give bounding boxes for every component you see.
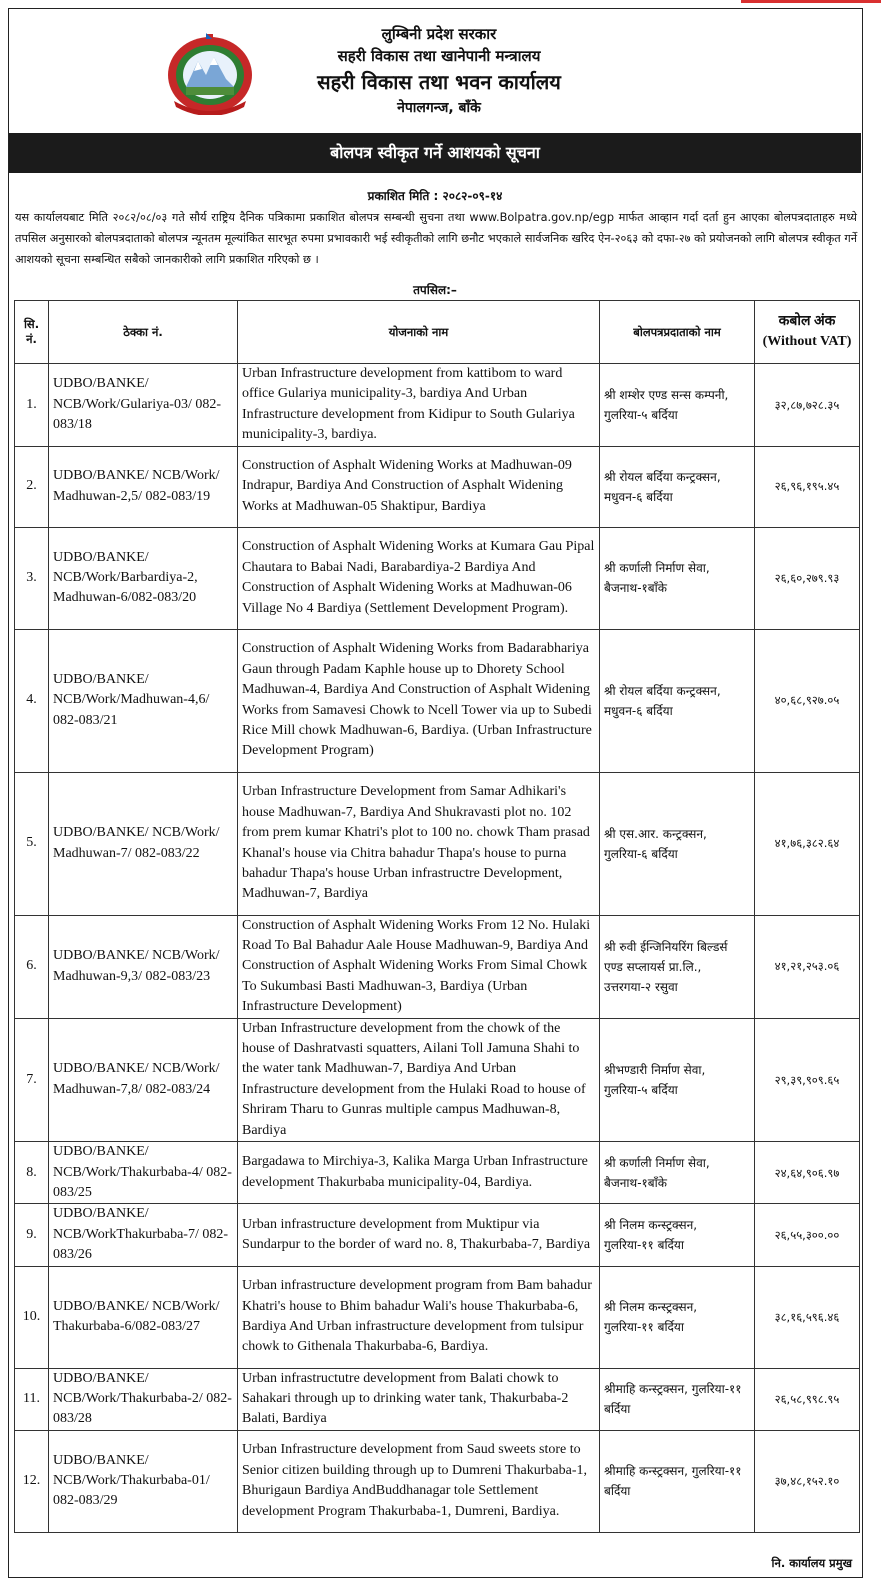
table-row (15, 1204, 860, 1266)
row-project-name: Construction of Asphalt Widening Works From 12 No. Hulaki Road To Bal Bahadur Aale House Madhuwan-9, Bardiya And Construction of Asphalt Widening Works From Simal Chowk To Sukumbasi Basti Madhuwan-3, Bardiya (Urban Infrastructure Development) (238, 915, 600, 1018)
table-row (15, 446, 860, 527)
row-bidder-name: श्री निलम कन्स्ट्रक्सन, गुलरिया-११ बर्दिया (600, 1266, 755, 1368)
row-sn: 7. (15, 1018, 49, 1141)
row-project-name: Urban infrastructure development program from Bam bahadur Khatri's house to Bhim bahadur Wali's house Thakurbaba-6, Bardiya And Urban infrastructure development from tulsipur chowk to Githenala Thakurbaba-6, Bardiya. (238, 1266, 600, 1368)
row-contract-no: UDBO/BANKE/ NCB/Work/ Thakurbaba-6/082-083/27 (49, 1266, 238, 1368)
table-row (15, 1018, 860, 1141)
row-bid-amount: २६,५५,३००.०० (755, 1204, 860, 1266)
table-header-row (15, 301, 860, 364)
table-row (15, 1266, 860, 1368)
row-contract-no: UDBO/BANKE/ NCB/Work/Thakurbaba-2/ 082-083/28 (49, 1368, 238, 1430)
row-project-name: Urban Infrastructure Development from Samar Adhikari's house Madhuwan-7, Bardiya And Shukravasti plot no. 102 from prem kumar Khatri's plot to 100 no. chowk Tham prasad Khanal's house via Chitra bahadur Thapa's house to purna bahadur Thapa's house Urban infrastructre Development, Madhuwan-7, Bardiya (238, 772, 600, 915)
row-project-name: Urban Infrastructure development from kattibom to ward office Gulariya municipality-3, bardiya And Urban Infrastructure development from Kidipur to South Gulariya municipality-3, bardiya. (238, 364, 600, 447)
table-row (15, 629, 860, 772)
row-bidder-name: श्री कर्णाली निर्माण सेवा, बैजनाथ-१बाँके (600, 527, 755, 629)
published-date: प्रकाशित मिति : २०८२-०९-१४ (367, 189, 503, 203)
row-sn: 4. (15, 629, 49, 772)
row-bid-amount: २६,९६,१९५.४५ (755, 446, 860, 527)
intro-paragraph: यस कार्यालयबाट मिति २०८२/०८/०३ गते सौर्य राष्ट्रिय दैनिक पत्रिकामा प्रकाशित बोलपत्र सम्बन्धी सुचना तथा www.Bolpatra.gov.np/egp मार्फत आव्हान गर्दा दर्ता हुन आएका बोलपत्रदाताहरु मध्ये तपसिल अनुसारको बोलपत्रदाताको बोलपत्र न्यूनतम मूल्यांकित सारभूत रुपमा प्रभावकारी भई स्वीकृतीको लागि छनौट भएकाले सार्वजनिक खरिद ऐन-२०६३ को दफा-२७ को प्रयोजनको लागि बोलपत्र स्वीकृत गर्ने आशयको सूचना सम्बन्धित सबैको जानकारीको लागि प्रकाशित गरिएको छ । (15, 211, 857, 266)
row-bid-amount: ४०,६८,९२७.०५ (755, 629, 860, 772)
header-project: योजनाको नाम (238, 301, 600, 364)
signature-label: नि. कार्यालय प्रमुख (771, 1556, 852, 1570)
row-bid-amount: ४१,७६,३८२.६४ (755, 772, 860, 915)
row-bidder-name: श्री रुवी ईन्जिनियरिंग बिल्डर्स एण्ड सप्लायर्स प्रा.लि., उत्तरगया-२ रसुवा (600, 915, 755, 1018)
ministry-name: सहरी विकास तथा खानेपानी मन्त्रालय (337, 47, 541, 65)
nepal-emblem-icon (164, 31, 256, 115)
row-contract-no: UDBO/BANKE/ NCB/Work/ Madhuwan-7/ 082-083/22 (49, 772, 238, 915)
notice-page (8, 8, 863, 1578)
row-project-name: Construction of Asphalt Widening Works at Kumara Gau Pipal Chautara to Babai Nadi, Barabardiya-2 Bardiya And Construction of Asphalt Widening Works at Madhuwan-06 Village No 4 Bardiya (Settlement Development Program). (238, 527, 600, 629)
row-bidder-name: श्री रोयल बर्दिया कन्ट्रक्सन, मधुवन-६ बर्दिया (600, 446, 755, 527)
table-row (15, 1142, 860, 1204)
row-bid-amount: ३२,८७,७२८.३५ (755, 364, 860, 447)
row-sn: 9. (15, 1204, 49, 1266)
row-contract-no: UDBO/BANKE/ NCB/Work/Barbardiya-2, Madhuwan-6/082-083/20 (49, 527, 238, 629)
row-bid-amount: २९,३९,९०९.६५ (755, 1018, 860, 1141)
bid-table (14, 300, 860, 1533)
office-title-block (269, 23, 609, 119)
row-contract-no: UDBO/BANKE/ NCB/Work/Thakurbaba-4/ 082-083/25 (49, 1142, 238, 1204)
notice-title-banner: बोलपत्र स्वीकृत गर्ने आशयको सूचना (9, 133, 861, 173)
top-red-mark (741, 0, 881, 3)
row-bidder-name: श्री निलम कन्स्ट्रक्सन, गुलरिया-११ बर्दिया (600, 1204, 755, 1266)
row-project-name: Bargadawa to Mirchiya-3, Kalika Marga Urban Infrastructure development Thakurbaba municipality-04, Bardiya. (238, 1142, 600, 1204)
row-contract-no: UDBO/BANKE/ NCB/Work/ Madhuwan-7,8/ 082-083/24 (49, 1018, 238, 1141)
row-contract-no: UDBO/BANKE/ NCB/Work/ Madhuwan-2,5/ 082-083/19 (49, 446, 238, 527)
header-amount: कबोल अंक (Without VAT) (755, 301, 860, 364)
row-project-name: Urban Infrastructure development from Saud sweets store to Senior citizen building through up to Dumreni Thakurbaba-1, Bhurigaun Bardiya AndBuddhanagar tole Settlement development Program Thakurbaba-1, Dumreni, Bardiya. (238, 1430, 600, 1532)
table-row (15, 364, 860, 447)
table-row (15, 915, 860, 1018)
row-bidder-name: श्रीमाहि कन्स्ट्रक्सन, गुलरिया-११ बर्दिया (600, 1368, 755, 1430)
row-project-name: Urban infrastructure development from Muktipur via Sundarpur to the border of ward no. 8, Thakurbaba-7, Bardiya (238, 1204, 600, 1266)
table-row (15, 527, 860, 629)
table-row (15, 1368, 860, 1430)
row-bidder-name: श्री रोयल बर्दिया कन्ट्रक्सन, मधुवन-६ बर्दिया (600, 629, 755, 772)
row-contract-no: UDBO/BANKE/ NCB/Work/ Madhuwan-9,3/ 082-083/23 (49, 915, 238, 1018)
row-bid-amount: २६,५८,९९८.९५ (755, 1368, 860, 1430)
row-sn: 12. (15, 1430, 49, 1532)
office-location: नेपालगन्ज, बाँके (397, 100, 481, 116)
row-project-name: Construction of Asphalt Widening Works from Badarabhariya Gaun through Padam Kaphle house up to Dhorety School Madhuwan-4, Bardiya And Construction of Asphalt Widening Works from Samavesi Chowk to Ncell Tower via up to Subedi Rice Mill chowk Madhuwan-6, Bardiya. (Urban Infrastructure Development Program) (238, 629, 600, 772)
office-name: सहरी विकास तथा भवन कार्यालय (317, 70, 561, 94)
row-bidder-name: श्री एस.आर. कन्ट्रक्सन, गुलरिया-६ बर्दिया (600, 772, 755, 915)
row-sn: 1. (15, 364, 49, 447)
row-bid-amount: २६,६०,२७९.९३ (755, 527, 860, 629)
row-contract-no: UDBO/BANKE/ NCB/Work/Thakurbaba-01/ 082-083/29 (49, 1430, 238, 1532)
row-sn: 6. (15, 915, 49, 1018)
row-contract-no: UDBO/BANKE/ NCB/WorkThakurbaba-7/ 082-083/26 (49, 1204, 238, 1266)
row-project-name: Urban infrastructutre development from Balati chowk to Sahakari through up to drinking water tank, Thakurbaba-2 Balati, Bardiya (238, 1368, 600, 1430)
government-name: लुम्बिनी प्रदेश सरकार (381, 25, 497, 43)
row-contract-no: UDBO/BANKE/ NCB/Work/Gulariya-03/ 082-083/18 (49, 364, 238, 447)
row-sn: 11. (15, 1368, 49, 1430)
row-sn: 5. (15, 772, 49, 915)
office-header (9, 9, 862, 133)
row-sn: 10. (15, 1266, 49, 1368)
row-bidder-name: श्री शम्शेर एण्ड सन्स कम्पनी, गुलरिया-५ बर्दिया (600, 364, 755, 447)
header-contract: ठेक्का नं. (49, 301, 238, 364)
header-bidder: बोलपत्रप्रदाताको नाम (600, 301, 755, 364)
row-bid-amount: ३८,१६,५९६.४६ (755, 1266, 860, 1368)
row-bid-amount: २४,६४,९०६.९७ (755, 1142, 860, 1204)
schedule-label: तपसिल:– (413, 283, 457, 297)
header-sn: सि. नं. (15, 301, 49, 364)
row-project-name: Urban Infrastructure development from the chowk of the house of Dashratvasti squatters, Ailani Toll Jamuna Shahi to the water tank Madhuwan-7, Bardiya And Urban Infrastructure development from the Hulaki Road to house of Shriram Tharu to Gunras multiple campus Madhuwan-8, Bardiya (238, 1018, 600, 1141)
row-bid-amount: ४१,२१,२५३.०६ (755, 915, 860, 1018)
row-sn: 3. (15, 527, 49, 629)
row-sn: 8. (15, 1142, 49, 1204)
row-bidder-name: श्रीभण्डारी निर्माण सेवा, गुलरिया-५ बर्दिया (600, 1018, 755, 1141)
row-contract-no: UDBO/BANKE/ NCB/Work/Madhuwan-4,6/ 082-083/21 (49, 629, 238, 772)
row-bidder-name: श्रीमाहि कन्स्ट्रक्सन, गुलरिया-११ बर्दिया (600, 1430, 755, 1532)
table-row (15, 772, 860, 915)
row-project-name: Construction of Asphalt Widening Works at Madhuwan-09 Indrapur, Bardiya And Construction of Asphalt Widening Works at Madhuwan-05 Shaktipur, Bardiya (238, 446, 600, 527)
row-sn: 2. (15, 446, 49, 527)
row-bidder-name: श्री कर्णाली निर्माण सेवा, बैजनाथ-१बाँके (600, 1142, 755, 1204)
table-row (15, 1430, 860, 1532)
row-bid-amount: ३७,४८,१५२.१० (755, 1430, 860, 1532)
